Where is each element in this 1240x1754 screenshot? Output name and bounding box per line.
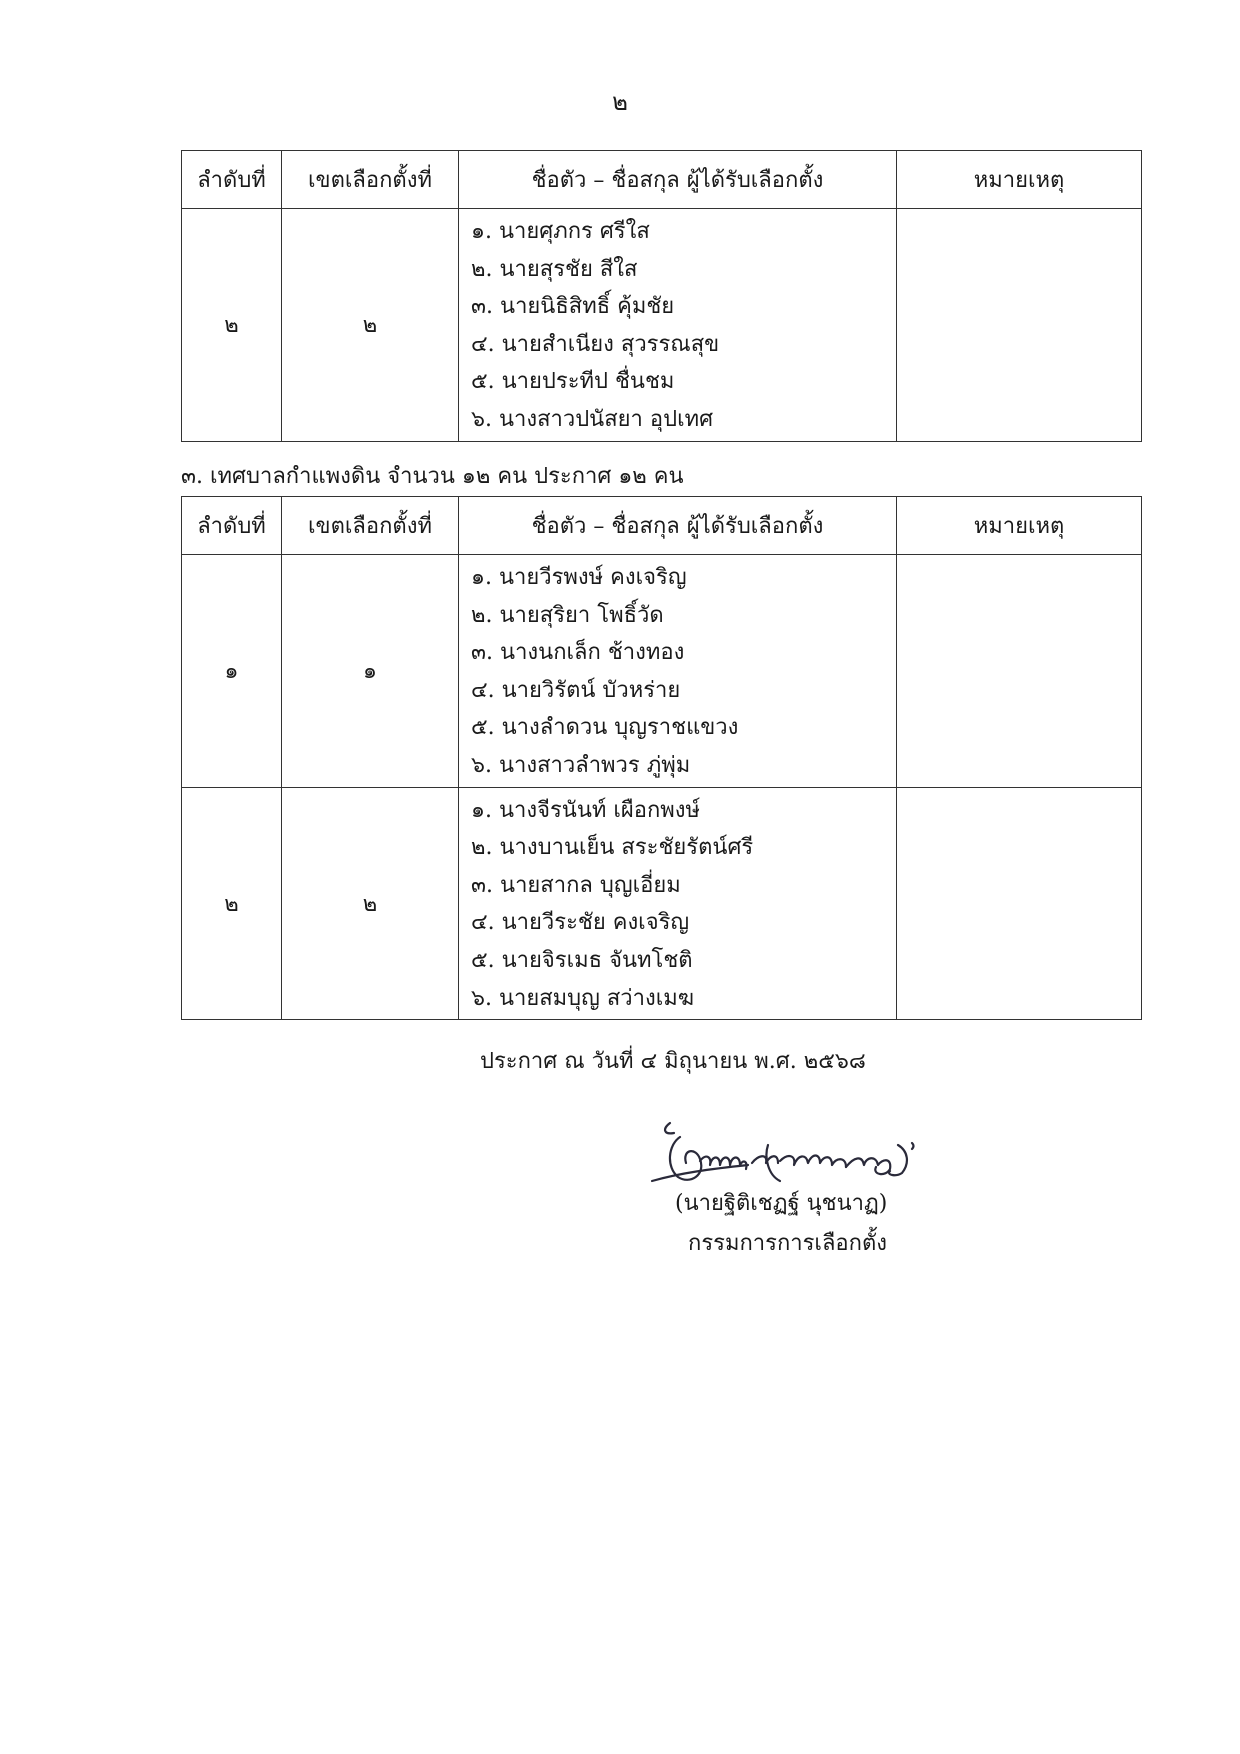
elected-name: ๔. นายสำเนียง สุวรรณสุข — [471, 331, 720, 357]
elected-name: ๖. นายสมบุญ สว่างเมฆ — [471, 985, 695, 1011]
results-table-1 — [181, 150, 1142, 442]
cell-district: ๑ — [282, 555, 459, 788]
cell-note — [897, 787, 1142, 1020]
cell-order: ๑ — [182, 555, 282, 788]
elected-name: ๕. นางลำดวน บุญราชแขวง — [471, 715, 739, 741]
elected-name: ๒. นายสุริยา โพธิ์วัด — [471, 602, 664, 628]
header-district: เขตเลือกตั้งที่ — [282, 497, 459, 555]
elected-name: ๖. นางสาวลำพวร ภู่พุ่ม — [471, 752, 691, 778]
elected-name: ๑. นางจีรนันท์ เผือกพงษ์ — [471, 797, 701, 823]
elected-name: ๔. นายวีระชัย คงเจริญ — [471, 910, 690, 936]
table-row — [182, 555, 1142, 788]
elected-name: ๑. นายศุภกร ศรีใส — [471, 219, 650, 244]
header-note: หมายเหตุ — [897, 497, 1142, 555]
header-district: เขตเลือกตั้งที่ — [282, 151, 459, 209]
header-names: ชื่อตัว – ชื่อสกุล ผู้ได้รับเลือกตั้ง — [459, 497, 897, 555]
header-names: ชื่อตัว – ชื่อสกุล ผู้ได้รับเลือกตั้ง — [459, 151, 897, 209]
page-number: ๒ — [612, 88, 628, 116]
handwritten-signature — [640, 1115, 940, 1195]
elected-name: ๓. นายสากล บุญเอี่ยม — [471, 872, 681, 898]
cell-names — [459, 555, 897, 788]
elected-name: ๓. นายนิธิสิทธิ์ คุ้มชัย — [471, 294, 675, 320]
elected-name: ๒. นางบานเย็น สระชัยรัตน์ศรี — [471, 835, 754, 861]
results-table-2 — [181, 496, 1142, 1020]
cell-note — [897, 209, 1142, 442]
cell-names — [459, 787, 897, 1020]
cell-district: ๒ — [282, 209, 459, 442]
cell-district: ๒ — [282, 787, 459, 1020]
section-heading: ๓. เทศบาลกำแพงดิน จำนวน ๑๒ คน ประกาศ ๑๒ คน — [181, 464, 684, 489]
table-row — [182, 787, 1142, 1020]
elected-name: ๖. นางสาวปนัสยา อุปเทศ — [471, 406, 714, 432]
elected-name: ๓. นางนกเล็ก ช้างทอง — [471, 640, 685, 666]
table-row — [182, 209, 1142, 442]
elected-name: ๒. นายสุรชัย สีใส — [471, 256, 638, 282]
elected-name: ๕. นายจิรเมธ จันทโชติ — [471, 947, 693, 973]
header-order: ลำดับที่ — [182, 151, 282, 209]
announcement-date: ประกาศ ณ วันที่ ๔ มิถุนายน พ.ศ. ๒๕๖๘ — [480, 1049, 866, 1074]
cell-order: ๒ — [182, 787, 282, 1020]
table-header-row — [182, 151, 1142, 209]
signer-position: กรรมการการเลือกตั้ง — [688, 1231, 887, 1256]
cell-order: ๒ — [182, 209, 282, 442]
header-order: ลำดับที่ — [182, 497, 282, 555]
table-header-row — [182, 497, 1142, 555]
elected-name: ๕. นายประทีป ชื่นชม — [471, 369, 675, 395]
cell-note — [897, 555, 1142, 788]
signer-name: (นายฐิติเชฏฐ์ นุชนาฏ) — [675, 1191, 888, 1216]
header-note: หมายเหตุ — [897, 151, 1142, 209]
cell-names — [459, 209, 897, 442]
elected-name: ๔. นายวิรัตน์ บัวหร่าย — [471, 677, 681, 703]
elected-name: ๑. นายวีรพงษ์ คงเจริญ — [471, 565, 687, 590]
